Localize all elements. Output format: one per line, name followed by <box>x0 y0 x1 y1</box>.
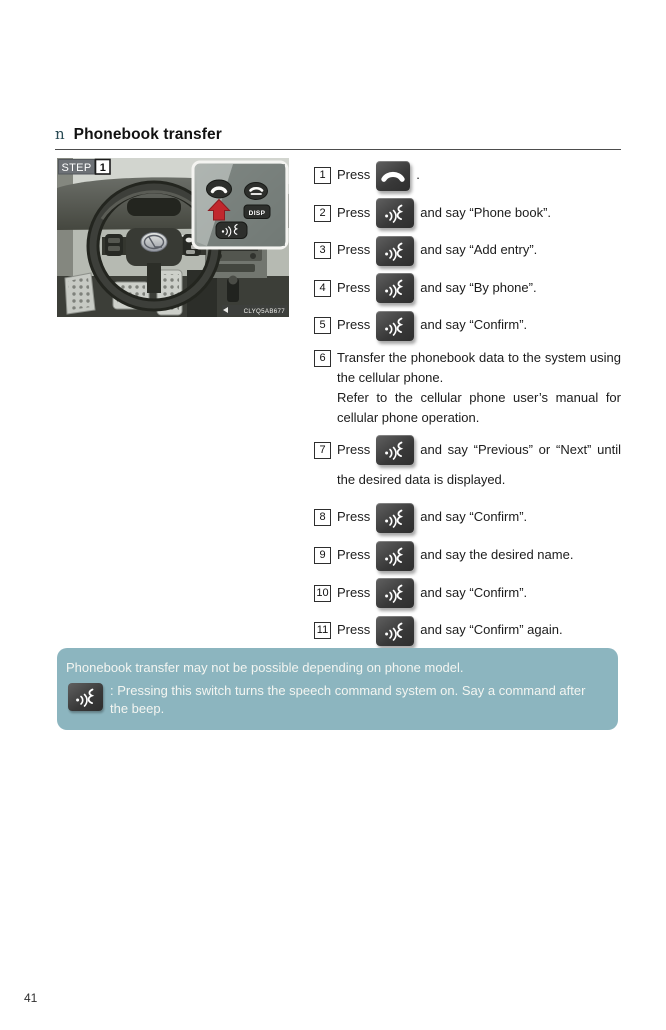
talk-switch-button[interactable] <box>216 222 247 239</box>
step-content: Press and say “Phone book”. <box>337 198 621 229</box>
section-heading <box>55 125 621 150</box>
step-row <box>314 578 621 609</box>
note-line-2-text: : Pressing this switch turns the speech command system on. Say a command after the beep. <box>110 683 586 716</box>
talk-button <box>376 273 414 303</box>
talk-button <box>376 435 414 465</box>
step-row <box>314 235 621 266</box>
talk-button <box>376 311 414 341</box>
talk-button-icon <box>68 683 103 711</box>
step-row <box>314 160 621 191</box>
step-number: 11 <box>314 622 331 639</box>
photo-code-label: CLYQ5AB677 <box>243 307 285 315</box>
phone-offhook-button <box>376 161 410 191</box>
talk-button <box>376 616 414 646</box>
talk-button <box>376 578 414 608</box>
step-row <box>314 502 621 533</box>
steps-list <box>314 160 621 653</box>
step-content: Transfer the phonebook data to the system using the cellular phone. Refer to the cellular phone user’s manual for cellular phone operation. <box>337 349 621 425</box>
onhook-phone-button[interactable] <box>245 183 268 200</box>
step-row <box>314 348 621 428</box>
step-number: 4 <box>314 280 331 297</box>
step-content: Press and say the desired name. <box>337 540 621 571</box>
step-content: Press and say “Confirm” again. <box>337 615 621 646</box>
talk-button <box>376 503 414 533</box>
heading-rule <box>55 149 621 150</box>
step-number: 9 <box>314 547 331 564</box>
step-content: Press and say “Confirm”. <box>337 502 621 533</box>
step-number: 6 <box>314 350 331 367</box>
note-line-1: Phonebook transfer may not be possible depending on phone model. <box>66 660 464 675</box>
step-badge <box>59 160 111 175</box>
note-line-2 <box>66 682 605 718</box>
note-box <box>57 648 618 730</box>
disp-button[interactable] <box>244 205 270 219</box>
switch-inset <box>193 162 287 248</box>
step-content: Press and say “Confirm”. <box>337 578 621 609</box>
step-content: Press . <box>337 160 621 191</box>
step-number: 7 <box>314 442 331 459</box>
step-number: 2 <box>314 205 331 222</box>
lexus-logo <box>141 233 167 252</box>
step-content: Press and say “By phone”. <box>337 273 621 304</box>
step-number: 5 <box>314 317 331 334</box>
step-row <box>314 540 621 571</box>
step-content: Press and say “Add entry”. <box>337 235 621 266</box>
disp-label: DISP <box>248 210 266 217</box>
step-content: Press and say “Confirm”. <box>337 310 621 341</box>
step-number: 10 <box>314 585 331 602</box>
talk-button <box>376 236 414 266</box>
page-number: 41 <box>24 991 38 1005</box>
step-row <box>314 198 621 229</box>
step-badge-number: 1 <box>99 162 106 174</box>
steering-wheel-figure <box>57 158 289 317</box>
step-row <box>314 273 621 304</box>
step-content: Press and say “Previous” or “Next” until the desired data is displayed. <box>337 435 621 496</box>
step-number: 1 <box>314 167 331 184</box>
offhook-phone-button[interactable] <box>207 180 232 198</box>
step-row <box>314 435 621 496</box>
talk-button <box>376 198 414 228</box>
step-row <box>314 615 621 646</box>
step-number: 3 <box>314 242 331 259</box>
step-badge-label: STEP <box>61 162 92 174</box>
photo-code <box>222 305 287 315</box>
page-title: Phonebook transfer <box>73 126 222 143</box>
step-row <box>314 310 621 341</box>
section-bullet: n <box>55 125 65 143</box>
step-number: 8 <box>314 509 331 526</box>
talk-button <box>376 541 414 571</box>
